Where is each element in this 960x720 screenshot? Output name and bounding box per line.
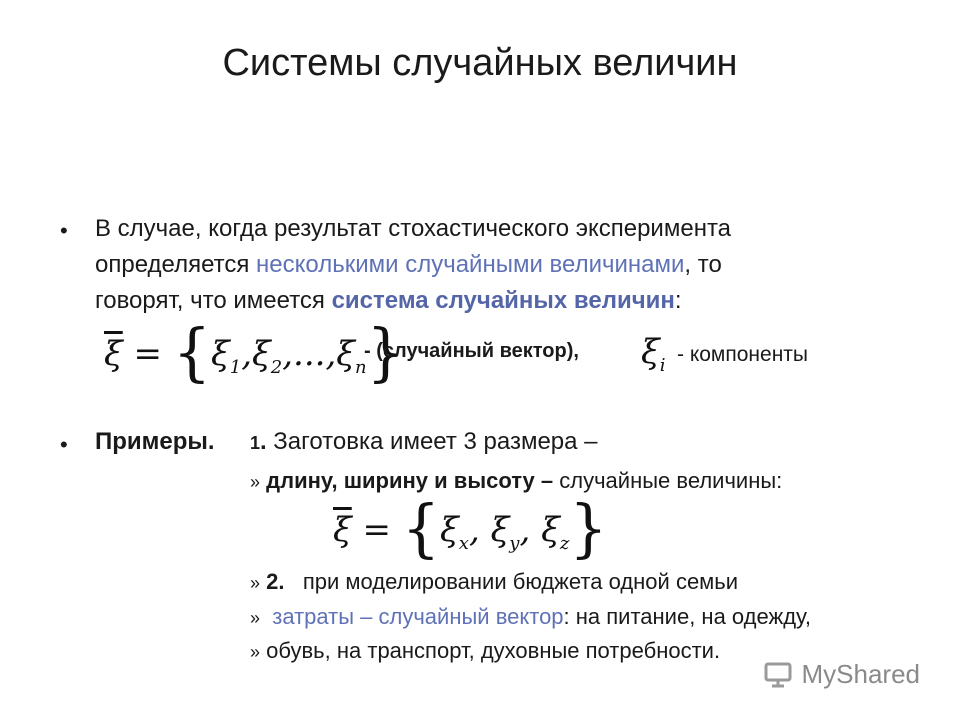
bullet-dot-2: •: [60, 432, 68, 457]
presentation-icon: [764, 662, 794, 688]
bullet-1-line-1: В случае, когда результат стохастического эксперимента: [95, 215, 732, 242]
sub-item-1: » длину, ширину и высоту – случайные величины:: [250, 468, 783, 493]
sub-item-2: » 2. при моделировании бюджета одной семьи: [250, 569, 739, 594]
component-label: - компоненты: [677, 343, 809, 366]
highlight-several-vars: несколькими случайными величинами: [256, 251, 685, 278]
bullet-1: [95, 211, 895, 319]
bullet-1-line-2: определяется несколькими случайными величинами, то: [95, 251, 722, 278]
highlight-system: система случайных величин: [331, 287, 675, 314]
sub-item-3: » затраты – случайный вектор: на питание, на одежду,: [250, 604, 811, 629]
random-vector-label: - (случайный вектор),: [364, 340, 579, 362]
watermark-logo: MyShared: [764, 659, 921, 690]
bullet-1-line-3: говорят, что имеется система случайных величин:: [95, 287, 682, 314]
sub-item-4: » обувь, на транспорт, духовные потребности.: [250, 638, 721, 663]
examples-label: Примеры.: [95, 428, 215, 455]
slide-title: Системы случайных величин: [222, 42, 738, 84]
component-symbol: $\xi_i$: [641, 332, 666, 376]
formula-random-vector: $\overline{\xi} = \{\xi_1,\xi_2,...,\xi_n\}$: [104, 316, 405, 390]
bullet-dot-1: •: [60, 218, 68, 243]
bullet-2: Примеры. 1. Заготовка имеет 3 размера –: [95, 428, 598, 455]
formula-three-dims: $\overline{\xi} = \{\xi_x$, $\xi_y$, $\xi_z$}: [333, 492, 608, 566]
